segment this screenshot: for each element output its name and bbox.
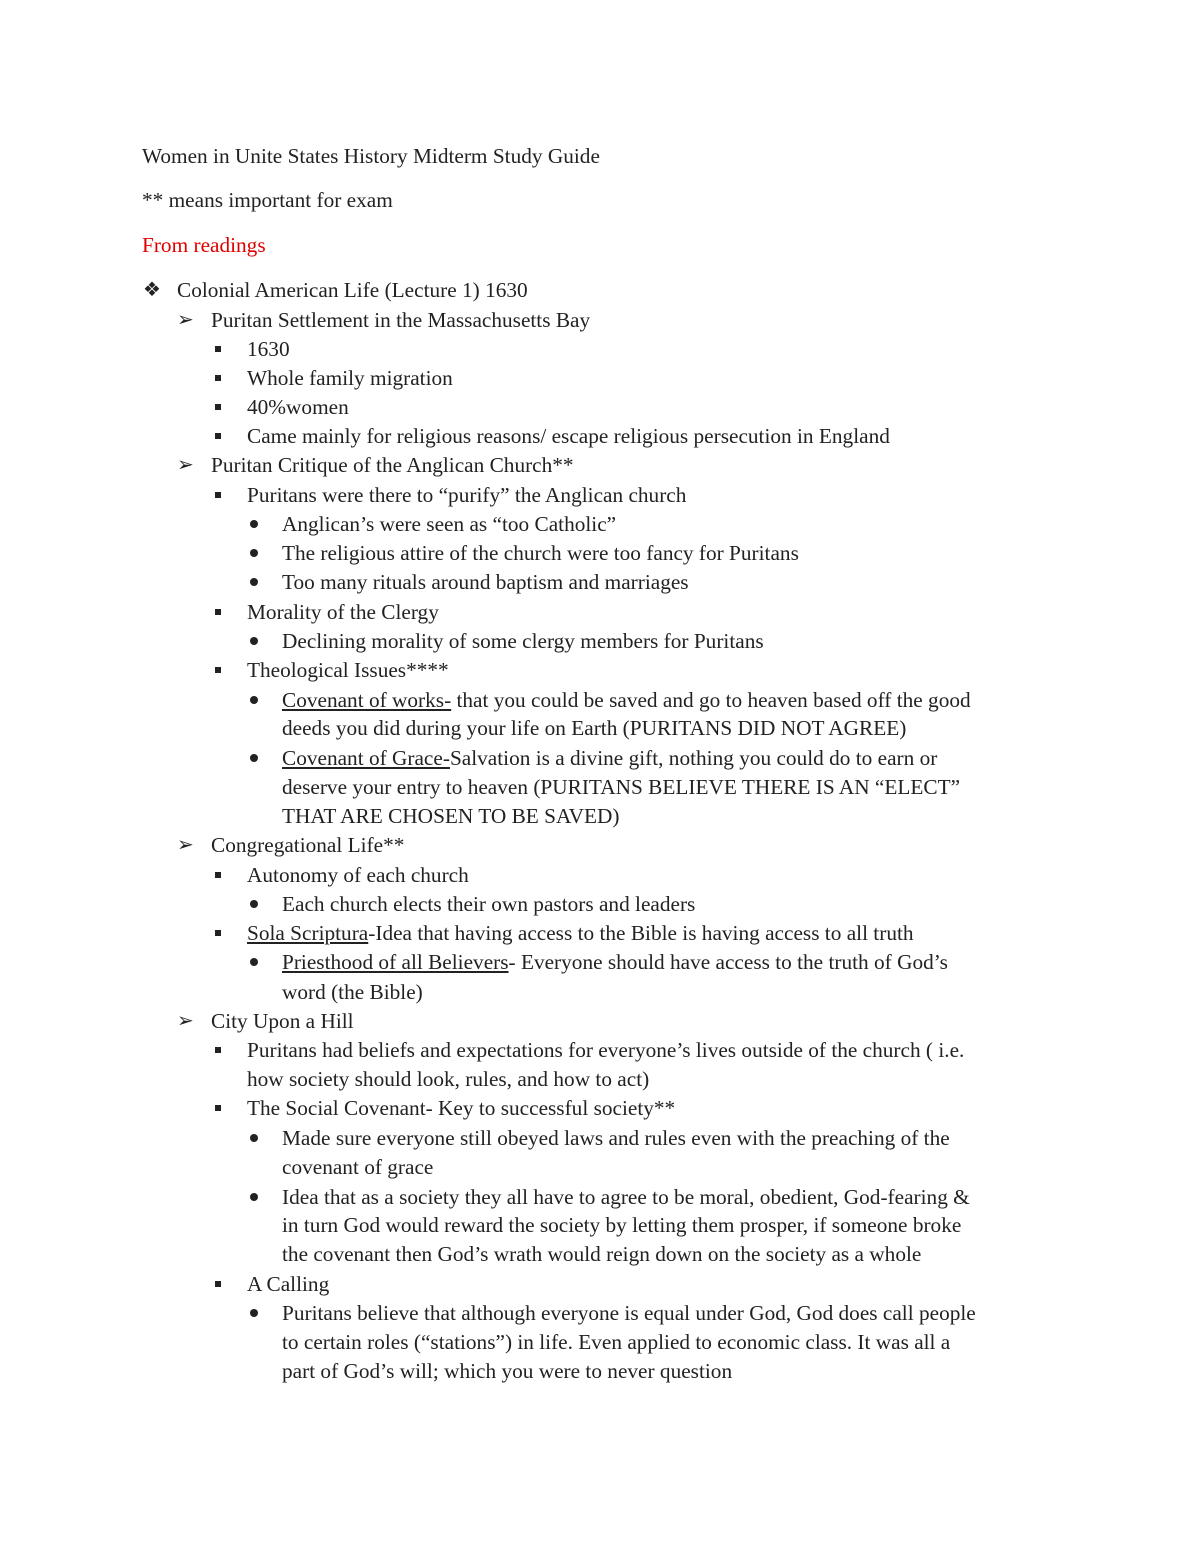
city-item: Puritans had beliefs and expectations for everyone’s lives outside of the church ( i.e. <box>247 1038 965 1062</box>
diamond-bullet-icon: ❖ <box>143 279 161 301</box>
square-bullet-icon <box>215 667 221 673</box>
arrow-bullet-icon: ➢ <box>177 1010 194 1032</box>
arrow-bullet-icon: ➢ <box>177 454 194 476</box>
section-heading: From readings <box>142 233 266 257</box>
city-subitem: Idea that as a society they all have to agree to be moral, obedient, God-fearing & <box>282 1185 970 1209</box>
round-bullet-icon <box>250 900 258 908</box>
covenant-grace-continuation: deserve your entry to heaven (PURITANS BELIEVE THERE IS AN “ELECT” <box>282 775 961 799</box>
round-bullet-icon <box>250 958 258 966</box>
legend-note: ** means important for exam <box>142 188 393 212</box>
square-bullet-icon <box>215 492 221 498</box>
covenant-grace-term: Covenant of Grace- <box>282 746 450 770</box>
settlement-heading: Puritan Settlement in the Massachusetts Bay <box>211 308 591 332</box>
critique-subitem: Anglican’s were seen as “too Catholic” <box>282 512 617 536</box>
document-title: Women in Unite States History Midterm Study Guide <box>142 144 600 168</box>
square-bullet-icon <box>215 433 221 439</box>
critique-subitem: Declining morality of some clergy members for Puritans <box>282 629 764 653</box>
round-bullet-icon <box>250 578 258 586</box>
congregational-heading: Congregational Life** <box>211 833 405 857</box>
city-subitem-continuation: in turn God would reward the society by letting them prosper, if someone broke <box>282 1213 962 1237</box>
square-bullet-icon <box>215 346 221 352</box>
priesthood-continuation: word (the Bible) <box>282 980 423 1004</box>
square-bullet-icon <box>215 1281 221 1287</box>
square-bullet-icon <box>215 930 221 936</box>
sola-scriptura-term: Sola Scriptura <box>247 921 369 945</box>
round-bullet-icon <box>250 520 258 528</box>
city-item: The Social Covenant- Key to successful society** <box>247 1096 676 1120</box>
city-subitem-continuation: covenant of grace <box>282 1155 434 1179</box>
covenant-grace-continuation: THAT ARE CHOSEN TO BE SAVED) <box>282 804 620 828</box>
critique-item: Morality of the Clergy <box>247 600 439 624</box>
covenant-grace-line <box>282 744 937 773</box>
city-subitem: Puritans believe that although everyone is equal under God, God does call people <box>282 1301 976 1325</box>
city-item-continuation: how society should look, rules, and how to act) <box>247 1067 650 1091</box>
covenant-grace-text: Salvation is a divine gift, nothing you could do to earn or <box>449 746 938 770</box>
priesthood-text: - Everyone should have access to the truth of God’s <box>508 950 948 974</box>
critique-item: Puritans were there to “purify” the Anglican church <box>247 483 687 507</box>
city-subitem: Made sure everyone still obeyed laws and rules even with the preaching of the <box>282 1126 950 1150</box>
round-bullet-icon <box>250 696 258 704</box>
city-item: A Calling <box>247 1272 330 1296</box>
congregational-item: Autonomy of each church <box>247 863 469 887</box>
square-bullet-icon <box>215 1105 221 1111</box>
city-heading: City Upon a Hill <box>211 1009 354 1033</box>
square-bullet-icon <box>215 375 221 381</box>
priesthood-line <box>282 948 948 977</box>
arrow-bullet-icon: ➢ <box>177 309 194 331</box>
critique-item: Theological Issues**** <box>247 658 449 682</box>
square-bullet-icon <box>215 609 221 615</box>
settlement-item: Came mainly for religious reasons/ escape religious persecution in England <box>247 424 890 448</box>
round-bullet-icon <box>250 1134 258 1142</box>
sola-scriptura-line <box>247 919 914 948</box>
city-subitem-continuation: part of God’s will; which you were to never question <box>282 1359 733 1383</box>
priesthood-term: Priesthood of all Believers <box>282 950 509 974</box>
square-bullet-icon <box>215 872 221 878</box>
critique-heading: Puritan Critique of the Anglican Church** <box>211 453 574 477</box>
round-bullet-icon <box>250 1193 258 1201</box>
round-bullet-icon <box>250 1309 258 1317</box>
critique-subitem: Too many rituals around baptism and marriages <box>282 570 689 594</box>
round-bullet-icon <box>250 754 258 762</box>
congregational-subitem: Each church elects their own pastors and leaders <box>282 892 696 916</box>
critique-subitem: The religious attire of the church were too fancy for Puritans <box>282 541 799 565</box>
covenant-works-continuation: deeds you did during your life on Earth (PURITANS DID NOT AGREE) <box>282 716 907 740</box>
settlement-item: 1630 <box>247 337 290 361</box>
round-bullet-icon <box>250 637 258 645</box>
sola-scriptura-text: -Idea that having access to the Bible is having access to all truth <box>368 921 914 945</box>
square-bullet-icon <box>215 404 221 410</box>
city-subitem-continuation: to certain roles (“stations”) in life. Even applied to economic class. It was all a <box>282 1330 951 1354</box>
round-bullet-icon <box>250 549 258 557</box>
square-bullet-icon <box>215 1047 221 1053</box>
city-subitem-continuation: the covenant then God’s wrath would reign down on the society as a whole <box>282 1242 922 1266</box>
covenant-works-text: that you could be saved and go to heaven based off the good <box>451 688 971 712</box>
covenant-works-term: Covenant of works- <box>282 688 452 712</box>
arrow-bullet-icon: ➢ <box>177 834 194 856</box>
covenant-works-line <box>282 686 971 715</box>
settlement-item: Whole family migration <box>247 366 453 390</box>
settlement-item: 40%women <box>247 395 349 419</box>
topic-heading: Colonial American Life (Lecture 1) 1630 <box>177 278 528 302</box>
